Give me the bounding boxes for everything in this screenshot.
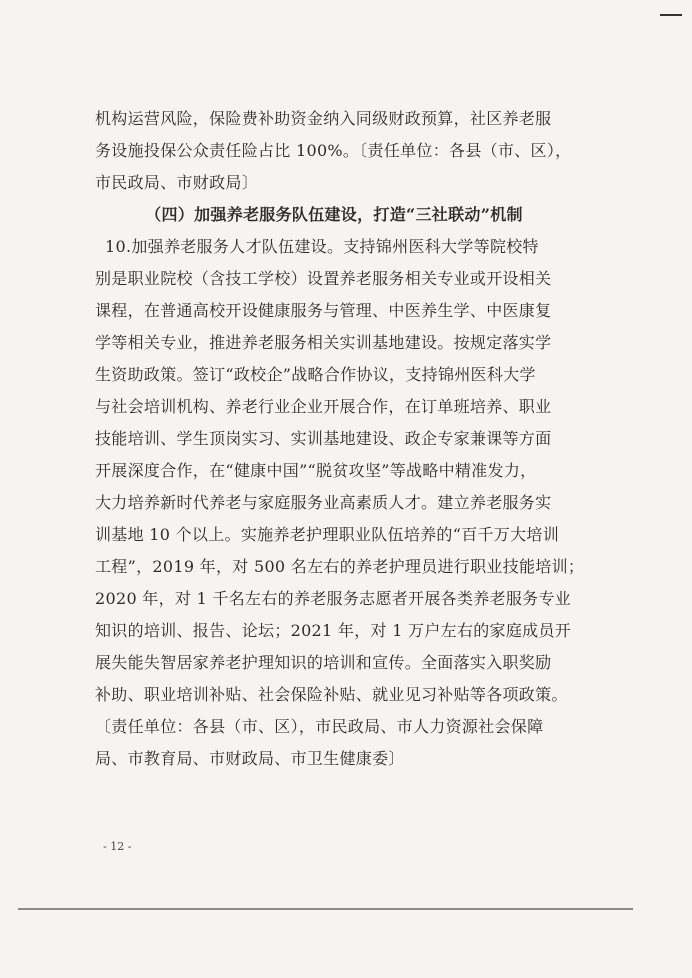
text-line: 训基地 10 个以上。实施养老护理职业队伍培养的“百千万大培训 [95, 525, 560, 544]
text-line: 大力培养新时代养老与家庭服务业高素质人才。建立养老服务实 [95, 493, 552, 512]
text-line: 10.加强养老服务人才队伍建设。支持锦州医科大学等院校特 [105, 237, 539, 256]
bottom-divider [18, 908, 633, 910]
body-text [95, 103, 593, 775]
text-line: 2020 年，对 1 千名左右的养老服务志愿者开展各类养老服务专业 [95, 589, 572, 608]
page-number: - 12 - [103, 840, 132, 853]
text-line: 市民政局、市财政局〕 [95, 173, 259, 192]
text-line: 务设施投保公众责任险占比 100%。〔责任单位：各县（市、区）， [95, 141, 572, 160]
text-line: 别是职业院校（含技工学校）设置养老服务相关专业或开设相关 [95, 269, 552, 288]
text-line: 〔责任单位：各县（市、区），市民政局、市人力资源社会保障 [95, 717, 544, 736]
text-line: 工程”，2019 年，对 500 名左右的养老护理员进行职业技能培训； [95, 557, 585, 576]
text-line: 开展深度合作，在“健康中国”“脱贫攻坚”等战略中精准发力， [95, 461, 537, 480]
text-line: 课程，在普通高校开设健康服务与管理、中医养生学、中医康复 [95, 301, 552, 320]
text-line: 技能培训、学生顶岗实习、实训基地建设、政企专家兼课等方面 [95, 429, 552, 448]
corner-mark [660, 14, 682, 16]
text-line: 展失能失智居家养老护理知识的培训和宣传。全面落实入职奖励 [95, 653, 552, 672]
text-line: 生资助政策。签订“政校企”战略合作协议，支持锦州医科大学 [95, 365, 536, 384]
text-line: 知识的培训、报告、论坛；2021 年，对 1 万户左右的家庭成员开 [95, 621, 572, 640]
section-heading: （四）加强养老服务队伍建设，打造“三社联动”机制 [145, 205, 523, 224]
text-line: 学等相关专业，推进养老服务相关实训基地建设。按规定落实学 [95, 333, 552, 352]
text-line: 局、市教育局、市财政局、市卫生健康委〕 [95, 749, 405, 768]
text-line: 与社会培训机构、养老行业企业开展合作，在订单班培养、职业 [95, 397, 552, 416]
text-line: 机构运营风险，保险费补助资金纳入同级财政预算，社区养老服 [95, 109, 552, 128]
text-line: 补助、职业培训补贴、社会保险补贴、就业见习补贴等各项政策。 [95, 685, 568, 704]
